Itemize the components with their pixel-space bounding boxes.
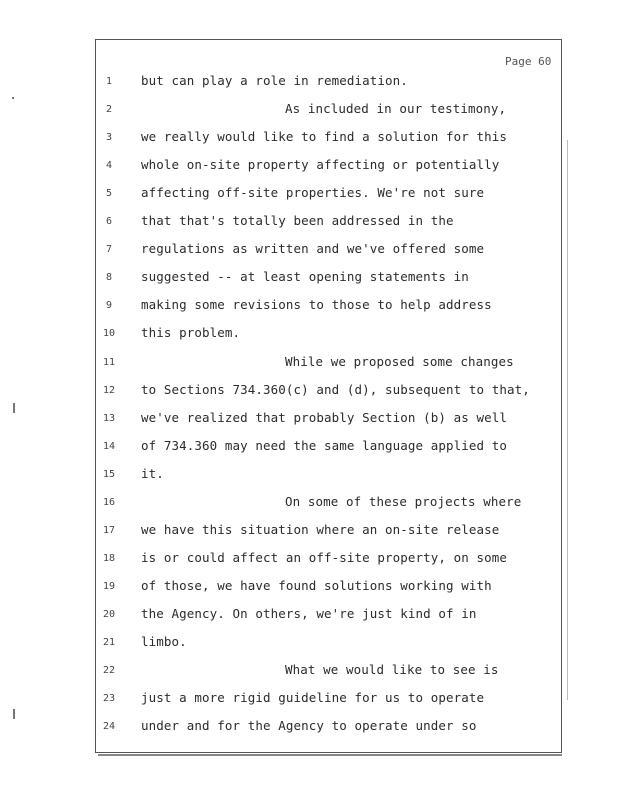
transcript-line	[0, 578, 560, 598]
line-text: limbo.	[141, 634, 187, 649]
transcript-line	[0, 410, 560, 430]
line-text: regulations as written and we've offered some	[141, 241, 485, 257]
transcript-line	[0, 157, 560, 177]
scan-speck	[12, 97, 14, 99]
line-text: the Agency. On others, we're just kind of in	[141, 605, 477, 621]
line-text: under and for the Agency to operate under so	[141, 718, 477, 734]
transcript-line	[0, 101, 560, 121]
transcript-line	[0, 494, 560, 514]
line-number: 16	[102, 496, 116, 508]
line-number: 23	[102, 693, 116, 705]
line-text: of those, we have found solutions working with	[141, 577, 492, 593]
transcript-line	[0, 354, 560, 374]
transcript-line	[0, 382, 560, 402]
line-text: it.	[141, 465, 164, 481]
line-number: 1	[105, 76, 113, 87]
transcript-line	[0, 606, 560, 626]
line-text: this problem.	[141, 325, 241, 341]
transcript-line	[0, 466, 560, 486]
line-number: 10	[102, 328, 116, 340]
line-number: 4	[105, 160, 113, 172]
scan-speck	[13, 403, 15, 413]
line-number: 14	[102, 440, 116, 452]
line-number: 12	[102, 384, 116, 396]
line-text: What we would like to see is	[285, 662, 499, 678]
page-bottom-edge	[98, 751, 562, 756]
line-text: we've realized that probably Section (b) as well	[141, 409, 508, 425]
line-number: 3	[105, 132, 113, 144]
transcript-line	[0, 185, 560, 205]
line-text: While we proposed some changes	[285, 353, 514, 369]
scan-speck	[567, 140, 568, 700]
line-text: we have this situation where an on-site release	[141, 521, 500, 537]
line-number: 22	[102, 665, 116, 677]
transcript-line	[0, 662, 560, 682]
scan-speck	[13, 709, 15, 719]
line-number: 7	[105, 244, 113, 256]
line-text: As included in our testimony,	[285, 101, 507, 117]
line-number: 2	[105, 104, 113, 116]
line-number: 19	[102, 580, 116, 592]
transcript-line	[0, 241, 560, 261]
line-text: is or could affect an off-site property, on some	[141, 549, 508, 565]
transcript-line	[0, 73, 560, 93]
line-number: 20	[102, 608, 116, 620]
line-number: 15	[102, 468, 116, 480]
line-number: 6	[105, 216, 113, 228]
line-number: 21	[102, 637, 116, 648]
line-text: On some of these projects where	[285, 493, 522, 509]
transcript-line	[0, 297, 560, 317]
transcript-line	[0, 550, 560, 570]
line-number: 17	[102, 524, 116, 536]
line-number: 9	[105, 300, 113, 312]
transcript-line	[0, 522, 560, 542]
line-number: 11	[102, 356, 116, 368]
line-number: 8	[105, 272, 113, 284]
transcript-line	[0, 438, 560, 458]
line-text: just a more rigid guideline for us to operate	[141, 690, 485, 706]
transcript-line	[0, 213, 560, 233]
line-text: that that's totally been addressed in the	[141, 213, 454, 229]
line-number: 24	[102, 721, 116, 733]
line-text: making some revisions to those to help address	[141, 297, 492, 313]
line-text: but can play a role in remediation.	[141, 73, 408, 88]
transcript-line	[0, 129, 560, 149]
line-text: we really would like to find a solution for this	[141, 129, 508, 145]
transcript-line	[0, 634, 560, 654]
line-text: suggested -- at least opening statements in	[141, 269, 469, 285]
line-text: to Sections 734.360(c) and (d), subsequent to that,	[141, 381, 530, 397]
line-text: of 734.360 may need the same language applied to	[141, 437, 508, 453]
line-number: 13	[102, 412, 116, 424]
transcript-line	[0, 325, 560, 345]
transcript-line	[0, 718, 560, 738]
transcript-line	[0, 269, 560, 289]
line-number: 18	[102, 552, 116, 564]
line-number: 5	[105, 188, 113, 200]
line-text: whole on-site property affecting or potentially	[141, 157, 500, 173]
line-text: affecting off-site properties. We're not sure	[141, 185, 485, 201]
transcript-line	[0, 690, 560, 710]
page-number: Page 60	[505, 55, 552, 68]
